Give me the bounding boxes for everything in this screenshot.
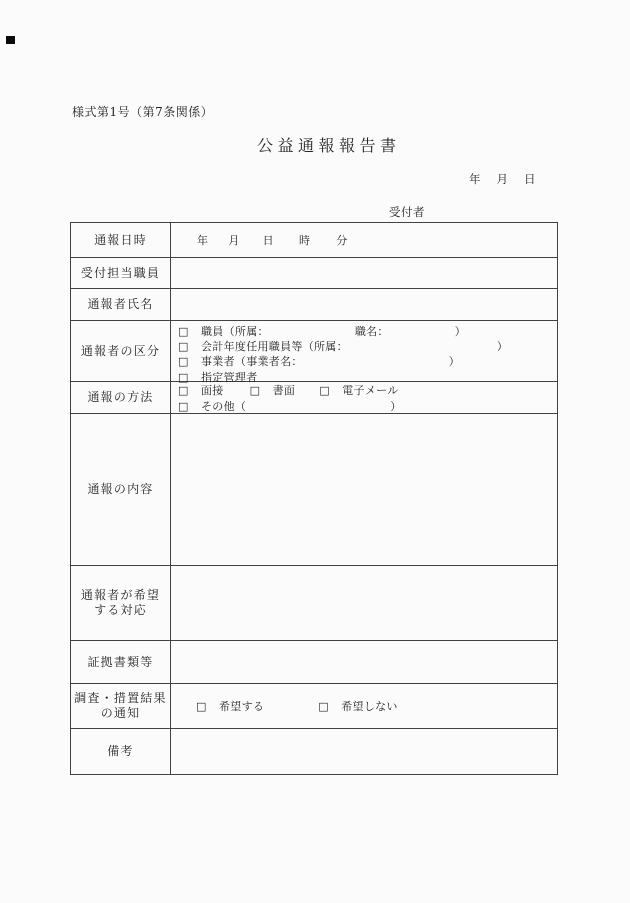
fill-in-blank — [264, 706, 318, 707]
unit-month: 月 — [228, 234, 240, 247]
row-label-report-content: 通報の内容 — [71, 414, 171, 565]
option-text: 希望しない — [341, 700, 398, 713]
method-options-line — [178, 383, 557, 399]
row-label-desired-response — [71, 566, 171, 640]
option-text: 電子メール — [342, 384, 399, 397]
checkbox-icon: □ — [178, 325, 189, 338]
category-option-fiscal-year-staff — [178, 339, 557, 354]
checkbox-icon: □ — [318, 699, 329, 713]
label-line: 通報者が希望 — [80, 588, 161, 602]
category-option-business — [178, 354, 557, 369]
row-label-result-notification — [71, 684, 171, 728]
cell-reporter-category — [171, 321, 557, 384]
checkbox-icon: □ — [196, 699, 207, 713]
unit-day: 日 — [262, 234, 274, 247]
fill-in-blank — [389, 331, 455, 332]
table-row-report-method — [71, 382, 557, 414]
header-date-day: 日 — [524, 172, 536, 186]
table-row-datetime — [71, 223, 557, 258]
cell-desired-response — [171, 566, 557, 640]
option-text: 希望する — [219, 700, 265, 713]
header-date-line — [469, 171, 536, 187]
table-row-reception-staff — [71, 258, 557, 289]
checkbox-icon: □ — [178, 370, 189, 384]
checkbox-icon: □ — [319, 384, 330, 397]
category-option-staff — [178, 324, 557, 339]
option-text: 職名： — [354, 325, 389, 338]
page-title: 公益通報報告書 — [257, 136, 401, 155]
option-text: その他（ — [201, 399, 247, 413]
checkbox-icon: □ — [178, 355, 189, 369]
option-text: 事業者（事業者名： — [201, 355, 303, 369]
option-text: ） — [448, 355, 461, 369]
option-text: 指定管理者 — [201, 370, 258, 384]
option-text: ） — [496, 340, 509, 354]
cell-result-notification — [171, 684, 557, 728]
row-label-datetime: 通報日時 — [71, 223, 171, 257]
table-row-evidence — [71, 641, 557, 684]
cell-evidence — [171, 641, 557, 683]
cell-datetime — [171, 223, 557, 257]
cell-remarks — [171, 729, 557, 774]
unit-hour: 時 — [298, 234, 311, 247]
row-label-reporter-name: 通報者氏名 — [71, 289, 171, 320]
cell-report-content — [171, 414, 557, 565]
method-other-line — [178, 399, 557, 415]
report-form-table — [70, 222, 558, 775]
table-row-reporter-category — [71, 321, 557, 382]
table-row-reporter-name — [71, 289, 557, 321]
receiver-label: 受付者 — [389, 205, 425, 219]
option-text: 面接 — [201, 384, 224, 397]
table-row-result-notification — [71, 684, 557, 729]
form-number: 様式第1号（第7条関係） — [72, 105, 214, 119]
checkbox-icon: □ — [178, 384, 189, 397]
fill-in-blank — [348, 346, 497, 347]
table-row-desired-response — [71, 566, 557, 641]
checkbox-icon: □ — [178, 399, 189, 413]
fill-in-blank — [303, 362, 449, 363]
row-label-remarks: 備考 — [71, 729, 171, 774]
cell-reporter-name — [171, 289, 557, 320]
row-label-reception-staff: 受付担当職員 — [71, 258, 171, 288]
label-line: 調査・措置結果 — [74, 691, 167, 705]
row-label-evidence: 証拠書類等 — [71, 641, 171, 683]
option-text: 職員（所属： — [201, 325, 269, 338]
row-label-reporter-category: 通報者の区分 — [71, 321, 171, 381]
unit-minute: 分 — [336, 234, 348, 247]
scan-artifact-mark — [6, 36, 15, 44]
table-row-report-content — [71, 414, 557, 566]
option-text: ） — [454, 325, 467, 338]
fill-in-blank — [246, 406, 390, 407]
label-line: の通知 — [100, 706, 141, 720]
cell-report-method — [171, 382, 557, 413]
header-date-month: 月 — [496, 172, 508, 186]
table-row-remarks — [71, 729, 557, 774]
fill-in-blank — [269, 331, 355, 332]
checkbox-icon: □ — [249, 384, 261, 397]
header-date-year: 年 — [469, 172, 481, 186]
option-text: 会計年度任用職員等（所属： — [201, 340, 348, 354]
option-text: ） — [390, 399, 402, 413]
label-line: する対応 — [94, 603, 147, 617]
row-label-report-method: 通報の方法 — [71, 382, 171, 413]
option-text: 書面 — [272, 384, 296, 397]
checkbox-icon: □ — [178, 340, 189, 354]
cell-reception-staff — [171, 258, 557, 288]
unit-year: 年 — [197, 234, 209, 247]
